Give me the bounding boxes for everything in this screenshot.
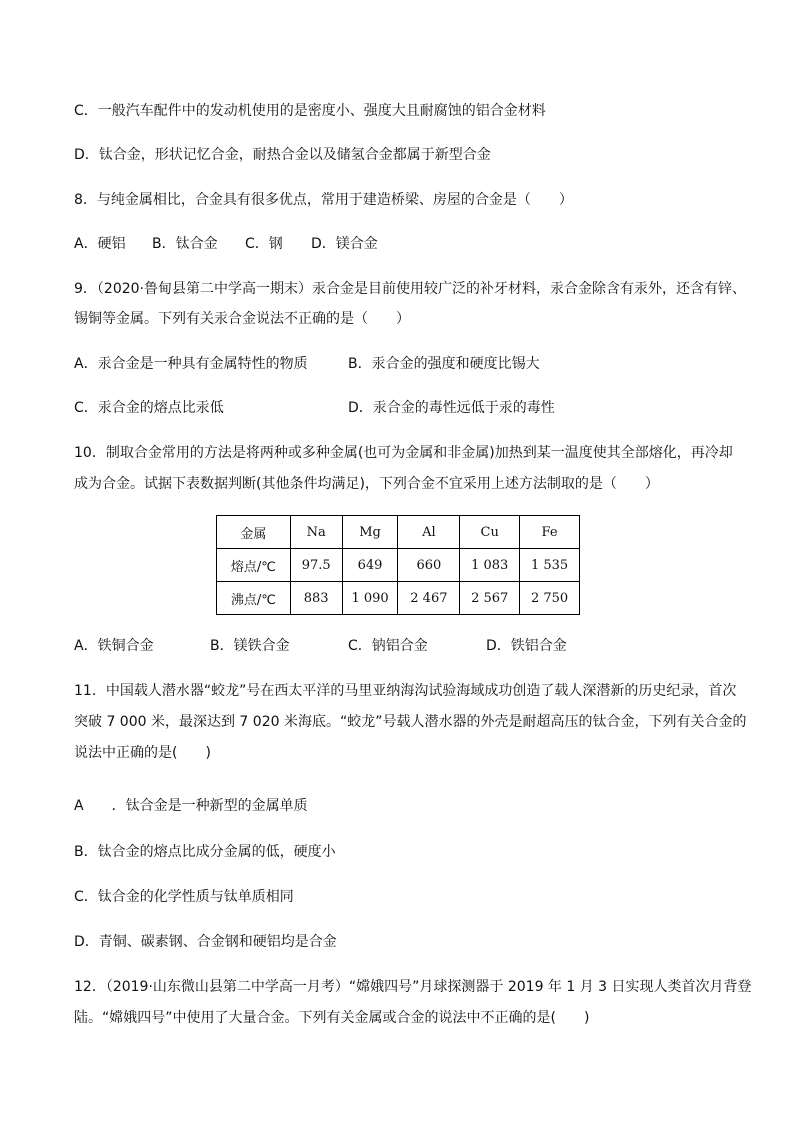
table-header-cell: Al (398, 516, 460, 549)
q9-stem-line-2: 锡铜等金属。下列有关汞合金说法不正确的是（ ） (74, 311, 410, 327)
q12-stem-line-2: 陆。“嫦娥四号”中使用了大量合金。下列有关金属或合金的说法中不正确的是( ) (74, 1010, 590, 1026)
q8-option-c: C．钢 (245, 236, 283, 252)
q8-option-d: D．镁合金 (311, 236, 378, 252)
q10-stem-line-2: 成为合金。试据下表数据判断(其他条件均满足)，下列合金不宜采用上述方法制取的是（ ） (74, 476, 659, 492)
q10-stem-line-1: 10．制取合金常用的方法是将两种或多种金属(也可为金属和非金属)加热到某一温度使其全部熔化，再冷却 (74, 445, 733, 461)
table-cell: 2 750 (520, 582, 580, 615)
table-header-cell: Mg (342, 516, 398, 549)
table-cell: 660 (398, 549, 460, 582)
table-header-cell: Fe (520, 516, 580, 549)
q11-stem-line-3: 说法中正确的是( ) (74, 745, 211, 761)
table-cell: 2 467 (398, 582, 460, 615)
q11-option-a: A ．钛合金是一种新型的金属单质 (74, 798, 308, 814)
table-cell: 1 090 (342, 582, 398, 615)
q7-option-c: C．一般汽车配件中的发动机使用的是密度小、强度大且耐腐蚀的铝合金材料 (74, 103, 546, 119)
q10-option-a: A．铁铜合金 (74, 638, 154, 654)
q10-option-c: C．钠铝合金 (348, 638, 428, 654)
table-cell: 1 083 (460, 549, 520, 582)
table-cell: 沸点/℃ (217, 582, 291, 615)
q11-option-b: B．钛合金的熔点比成分金属的低，硬度小 (74, 844, 336, 860)
table-header-cell: Cu (460, 516, 520, 549)
q9-option-b: B．汞合金的强度和硬度比锡大 (348, 356, 540, 372)
q10-option-d: D．铁铝合金 (486, 638, 567, 654)
q11-option-d: D．青铜、碳素钢、合金钢和硬铝均是合金 (74, 934, 337, 950)
q9-stem-line-1: 9．（2020·鲁甸县第二中学高一期末）汞合金是目前使用较广泛的补牙材料，汞合金除含有汞外，还含有锌、 (74, 281, 746, 297)
table-header-cell: Na (290, 516, 342, 549)
q11-stem-line-1: 11．中国载人潜水器“蛟龙”号在西太平洋的马里亚纳海沟试验海域成功创造了载人深潜新的历史纪录，首次 (74, 683, 737, 699)
q10-option-b: B．镁铁合金 (210, 638, 290, 654)
table-row (217, 549, 580, 582)
q8-option-b: B．钛合金 (152, 236, 218, 252)
q11-stem-line-2: 突破 7 000 米，最深达到 7 020 米海底。“蛟龙”号载人潜水器的外壳是耐超高压的钛合金，下列有关合金的 (74, 714, 747, 730)
table-cell: 1 535 (520, 549, 580, 582)
metal-properties-table (216, 515, 580, 615)
table-cell: 97.5 (290, 549, 342, 582)
q8-stem: 8．与纯金属相比，合金具有很多优点，常用于建造桥梁、房屋的合金是（ ） (74, 192, 573, 208)
q9-option-a: A．汞合金是一种具有金属特性的物质 (74, 356, 308, 372)
q8-option-a: A．硬铝 (74, 236, 126, 252)
table-cell: 883 (290, 582, 342, 615)
q7-option-d: D．钛合金，形状记忆合金，耐热合金以及储氢合金都属于新型合金 (74, 147, 491, 163)
q11-option-c: C．钛合金的化学性质与钛单质相同 (74, 889, 294, 905)
q9-option-c: C．汞合金的熔点比汞低 (74, 400, 224, 416)
table-header-row (217, 516, 580, 549)
table-cell: 2 567 (460, 582, 520, 615)
q9-option-d: D．汞合金的毒性远低于汞的毒性 (348, 400, 555, 416)
table-cell: 熔点/℃ (217, 549, 291, 582)
table-row (217, 582, 580, 615)
q12-stem-line-1: 12．（2019·山东微山县第二中学高一月考）“嫦娥四号”月球探测器于 2019 年 1 月 3 日实现人类首次月背登 (74, 979, 752, 995)
table-header-cell: 金属 (217, 516, 291, 549)
table-cell: 649 (342, 549, 398, 582)
